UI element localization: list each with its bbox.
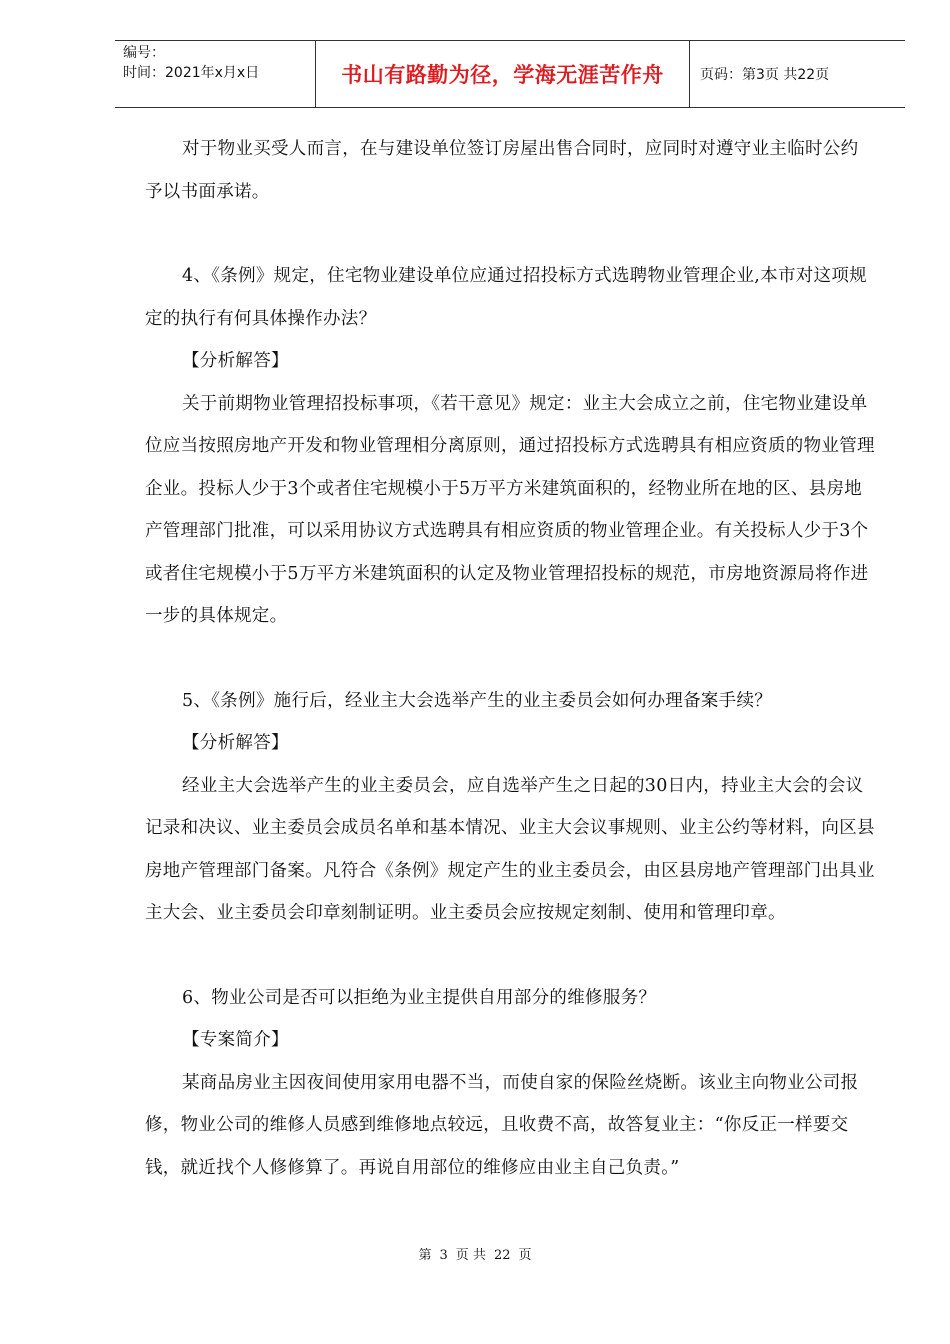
- footer-mid: 页 共: [455, 1248, 486, 1263]
- page-footer: [0, 1244, 950, 1263]
- document-id-label: 编号：: [123, 45, 165, 61]
- question-5: 5、《条例》施行后，经业主大会选举产生的业主委员会如何办理备案手续？: [182, 690, 773, 711]
- footer-prefix: 第: [418, 1248, 432, 1263]
- case-label-6: 【专案简介】: [182, 1030, 289, 1050]
- answer-4: 关于前期物业管理招投标事项，《若干意见》规定：业主大会成立之前，住宅物业建设单位应当按照房地产开发和物业管理相分离原则，通过招投标方式选聘具有相应资质的物业管理企业。投标人少于3个或者住宅规模小于5万平方米建筑面积的，经物业所在地的区、县房地产管理部门批准，可以采用协议方式选聘具有相应资质的物业管理企业。有关投标人少于3个或者住宅规模小于5万平方米建筑面积的认定及物业管理招投标的规范，市房地资源局将作进一步的具体规定。: [145, 393, 875, 626]
- analysis-label-5: 【分析解答】: [182, 733, 289, 753]
- question-6: 6、物业公司是否可以拒绝为业主提供自用部分的维修服务？: [182, 987, 657, 1008]
- footer-suffix: 页: [518, 1248, 532, 1263]
- question-4: 4、《条例》规定，住宅物业建设单位应通过招投标方式选聘物业管理企业,本市对这项规定的执行有何具体操作办法？: [145, 266, 867, 329]
- case-text-6: 某商品房业主因夜间使用家用电器不当，而使自家的保险丝烧断。该业主向物业公司报修，物业公司的维修人员感到维修地点较远，且收费不高，故答复业主：“你反正一样要交钱，就近找个人修修算了。再说自用部位的维修应由业主自己负责。”: [145, 1072, 859, 1178]
- analysis-label-4: 【分析解答】: [182, 351, 289, 371]
- header-page-info: 页码：第3页 共22页: [700, 67, 830, 83]
- footer-page-number: 3: [439, 1248, 448, 1263]
- document-body: [145, 128, 875, 1189]
- header-meta: [115, 41, 316, 107]
- document-time-label: 时间：2021年x月x日: [123, 65, 260, 81]
- page-header: [115, 40, 905, 108]
- header-motto: 书山有路勤为径，学海无涯苦作舟: [316, 41, 690, 107]
- answer-5: 经业主大会选举产生的业主委员会，应自选举产生之日起的30日内，持业主大会的会议记录和决议、业主委员会成员名单和基本情况、业主大会议事规则、业主公约等材料，向区县房地产管理部门备案。凡符合《条例》规定产生的业主委员会，由区县房地产管理部门出具业主大会、业主委员会印章刻制证明。业主委员会应按规定刻制、使用和管理印章。: [145, 775, 875, 923]
- footer-total-pages: 22: [493, 1248, 511, 1263]
- paragraph-promise: 对于物业买受人而言，在与建设单位签订房屋出售合同时，应同时对遵守业主临时公约予以书面承诺。: [145, 139, 859, 202]
